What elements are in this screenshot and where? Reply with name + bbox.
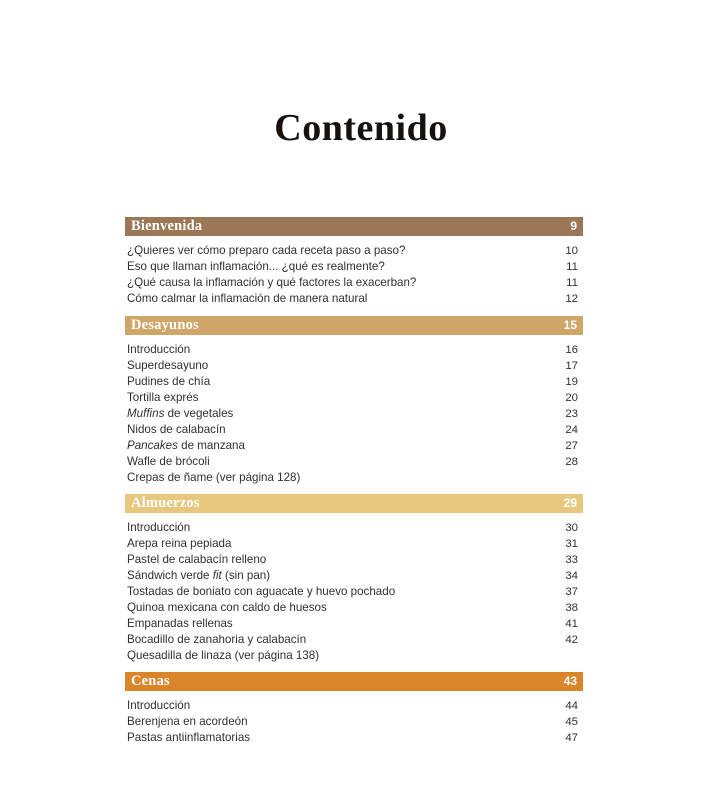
toc-entry[interactable] bbox=[125, 406, 583, 422]
toc-entry-page-number: 23 bbox=[565, 408, 578, 420]
section-header-page-number: 15 bbox=[563, 318, 577, 332]
toc-entry-page-number: 30 bbox=[565, 522, 578, 534]
toc-entry[interactable] bbox=[125, 470, 583, 485]
toc-entry[interactable] bbox=[125, 275, 583, 291]
toc-section bbox=[125, 672, 583, 755]
toc-entry-title: Berenjena en acordeón bbox=[127, 715, 248, 728]
toc-entry-page-number: 38 bbox=[565, 602, 578, 614]
section-header-page-number: 9 bbox=[570, 219, 577, 233]
toc-entry[interactable] bbox=[125, 438, 583, 454]
toc-section bbox=[125, 316, 583, 494]
toc-entry-title: Crepas de ñame (ver página 128) bbox=[127, 471, 301, 484]
toc-entry-title: Muffins de vegetales bbox=[127, 407, 234, 420]
toc-entry-title: Pudines de chía bbox=[127, 375, 211, 388]
toc-entry-title: Arepa reina pepiada bbox=[127, 537, 232, 550]
toc-entry-page-number: 47 bbox=[565, 732, 578, 744]
toc-entry-title: Eso que llaman inflamación... ¿qué es realmente? bbox=[127, 260, 385, 273]
toc-entry-title: Introducción bbox=[127, 521, 191, 534]
toc-entry[interactable] bbox=[125, 259, 583, 275]
section-header-desayunos[interactable] bbox=[125, 316, 583, 335]
section-header-label: Cenas bbox=[131, 673, 170, 689]
section-spacer bbox=[125, 307, 583, 316]
toc-entry-title: ¿Qué causa la inflamación y qué factores la exacerban? bbox=[127, 276, 417, 289]
toc-entry-title: Quinoa mexicana con caldo de huesos bbox=[127, 601, 327, 614]
toc-entry-title: Pastel de calabacín relleno bbox=[127, 553, 267, 566]
toc-entry-title: Pancakes de manzana bbox=[127, 439, 245, 452]
toc-entry-title: Introducción bbox=[127, 699, 191, 712]
toc-entry[interactable] bbox=[125, 243, 583, 259]
toc-entry-page-number: 16 bbox=[565, 344, 578, 356]
toc-entry-title: ¿Quieres ver cómo preparo cada receta paso a paso? bbox=[127, 244, 406, 257]
toc-entry-title: Empanadas rellenas bbox=[127, 617, 233, 630]
toc-entry[interactable] bbox=[125, 454, 583, 470]
toc-entry-page-number: 11 bbox=[566, 277, 578, 289]
toc-entry-page-number: 24 bbox=[565, 424, 578, 436]
section-spacer bbox=[125, 663, 583, 672]
toc-entry-page-number: 37 bbox=[565, 586, 578, 598]
toc-entry-page-number: 10 bbox=[565, 245, 578, 257]
toc-entry-page-number: 27 bbox=[565, 440, 578, 452]
toc-entry[interactable] bbox=[125, 422, 583, 438]
toc-entry-page-number: 44 bbox=[565, 700, 578, 712]
toc-entry-title: Pastas antiinflamatorias bbox=[127, 731, 251, 744]
toc-entry-title: Quesadilla de linaza (ver página 138) bbox=[127, 649, 320, 662]
section-header-page-number: 43 bbox=[563, 674, 577, 688]
toc-entry[interactable] bbox=[125, 390, 583, 406]
toc-entry[interactable] bbox=[125, 600, 583, 616]
toc-entry-title: Sándwich verde fit (sin pan) bbox=[127, 569, 271, 582]
toc-entry[interactable] bbox=[125, 520, 583, 536]
toc-entry[interactable] bbox=[125, 374, 583, 390]
section-header-cenas[interactable] bbox=[125, 672, 583, 691]
toc-entry[interactable] bbox=[125, 291, 583, 307]
toc-entry[interactable] bbox=[125, 584, 583, 600]
section-header-page-number: 29 bbox=[563, 496, 577, 510]
toc-section bbox=[125, 494, 583, 672]
toc-entry-page-number: 33 bbox=[565, 554, 578, 566]
section-header-label: Bienvenida bbox=[131, 218, 203, 234]
toc-entry[interactable] bbox=[125, 568, 583, 584]
toc-entry[interactable] bbox=[125, 698, 583, 714]
toc-entry-page-number: 19 bbox=[565, 376, 578, 388]
toc-entry-page-number: 12 bbox=[565, 293, 578, 305]
toc-entry[interactable] bbox=[125, 648, 583, 663]
section-spacer bbox=[125, 485, 583, 494]
toc-entry-title: Tortilla exprés bbox=[127, 391, 199, 404]
toc-entry-title: Tostadas de boniato con aguacate y huevo pochado bbox=[127, 585, 396, 598]
toc-entry-page-number: 41 bbox=[565, 618, 578, 630]
toc-entry-page-number: 11 bbox=[566, 261, 578, 273]
toc-entry[interactable] bbox=[125, 616, 583, 632]
toc-entry-title: Wafle de brócoli bbox=[127, 455, 210, 468]
toc-entry-title: Nidos de calabacín bbox=[127, 423, 226, 436]
toc-entry-title: Cómo calmar la inflamación de manera natural bbox=[127, 292, 368, 305]
toc-entry-page-number: 45 bbox=[565, 716, 578, 728]
toc-entry[interactable] bbox=[125, 714, 583, 730]
toc-section-list bbox=[125, 217, 583, 755]
section-header-label: Almuerzos bbox=[131, 495, 200, 511]
toc-entry[interactable] bbox=[125, 632, 583, 648]
toc-entry[interactable] bbox=[125, 536, 583, 552]
toc-entry-page-number: 42 bbox=[565, 634, 578, 646]
toc-entry-title: Bocadillo de zanahoria y calabacín bbox=[127, 633, 307, 646]
section-header-label: Desayunos bbox=[131, 317, 199, 333]
toc-entry[interactable] bbox=[125, 342, 583, 358]
section-header-bienvenida[interactable] bbox=[125, 217, 583, 236]
toc-entry-page-number: 20 bbox=[565, 392, 578, 404]
toc-entry[interactable] bbox=[125, 358, 583, 374]
toc-entry[interactable] bbox=[125, 552, 583, 568]
section-entries bbox=[125, 236, 583, 307]
toc-entry-page-number: 31 bbox=[565, 538, 578, 550]
page-title: Contenido bbox=[274, 107, 448, 149]
toc-entry-page-number: 34 bbox=[565, 570, 578, 582]
toc-entry[interactable] bbox=[125, 730, 583, 746]
toc-entry-title: Superdesayuno bbox=[127, 359, 209, 372]
section-entries bbox=[125, 691, 583, 746]
section-entries bbox=[125, 513, 583, 663]
toc-section bbox=[125, 217, 583, 316]
toc-entry-page-number: 17 bbox=[565, 360, 578, 372]
section-entries bbox=[125, 335, 583, 485]
section-header-almuerzos[interactable] bbox=[125, 494, 583, 513]
section-spacer bbox=[125, 746, 583, 755]
toc-entry-page-number: 28 bbox=[565, 456, 578, 468]
toc-entry-title: Introducción bbox=[127, 343, 191, 356]
